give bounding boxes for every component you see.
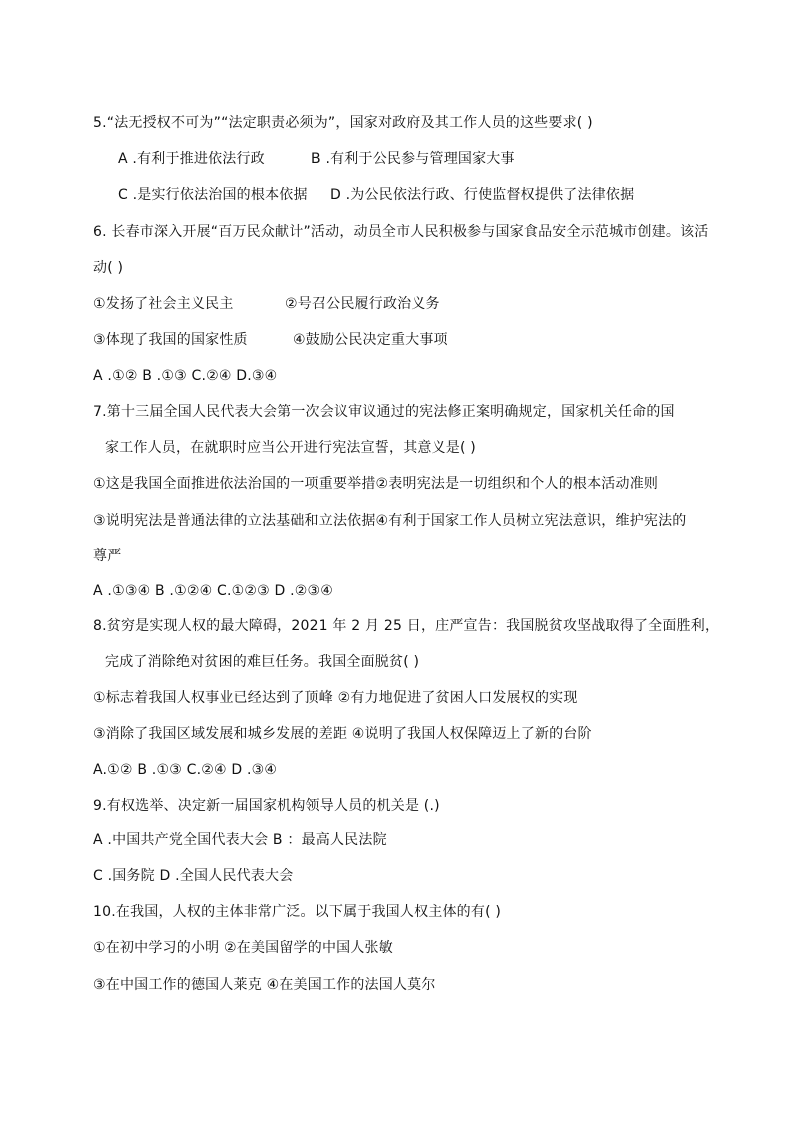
q6-item-4: ④鼓励公民决定重大事项 (293, 332, 448, 348)
q8-items-3-4: ③消除了我国区域发展和城乡发展的差距 ④说明了我国人权保障迈上了新的台阶 (93, 726, 592, 742)
q6-stem-line2: 动( ) (93, 260, 124, 276)
q9-stem: 9.有权选举、决定新一届国家机构领导人员的机关是 (.) (93, 798, 440, 814)
q8-stem-line2: 完成了消除绝对贫困的难巨任务。我国全面脱贫( ) (105, 654, 420, 670)
q8-options: A.①② B .①③ C.②④ D .③④ (93, 762, 278, 778)
q8-stem-line1: 8.贫穷是实现人权的最大障碍，2021 年 2 月 25 日，庄严宣告：我国脱贫攻坚战取得了全面胜利， (93, 618, 720, 634)
q7-options: A .①③④ B .①②④ C.①②③ D .②③④ (93, 583, 334, 599)
q10-items-3-4: ③在中国工作的德国人莱克 ④在美国工作的法国人莫尔 (93, 977, 436, 993)
q6-item-3: ③体现了我国的国家性质 (93, 332, 248, 348)
q5-option-b: B .有利于公民参与管理国家大事 (311, 151, 515, 167)
q6-item-1: ①发扬了社会主义民主 (93, 296, 234, 312)
q7-items-1-2: ①这是我国全面推进依法治国的一项重要举措②表明宪法是一切组织和个人的根本活动准则 (93, 476, 659, 492)
q5-option-a: A .有利于推进依法行政 (118, 151, 265, 167)
q9-options-a-b: A .中国共产党全国代表大会 B ：最高人民法院 (93, 832, 387, 848)
q5-stem: 5.“法无授权不可为”“法定职责必须为”，国家对政府及其工作人员的这些要求( ) (93, 115, 593, 131)
q9-options-c-d: C .国务院 D .全国人民代表大会 (93, 868, 294, 884)
q7-items-3-4-line1: ③说明宪法是普通法律的立法基础和立法依据④有利于国家工作人员树立宪法意识，维护宪法的 (93, 513, 687, 529)
q6-options: A .①② B .①③ C.②④ D.③④ (93, 368, 278, 384)
q7-items-3-4-line2: 尊严 (93, 548, 122, 564)
q10-stem: 10.在我国，人权的主体非常广泛。以下属于我国人权主体的有( ) (93, 904, 502, 920)
q6-item-2: ②号召公民履行政治义务 (285, 296, 440, 312)
q5-option-d: D .为公民依法行政、行使监督权提供了法律依据 (330, 187, 635, 203)
q7-stem-line2: 家工作人员，在就职时应当公开进行宪法宣誓，其意义是( ) (105, 440, 476, 456)
q10-items-1-2: ①在初中学习的小明 ②在美国留学的中国人张敏 (93, 940, 393, 956)
q5-option-c: C .是实行依法治国的根本依据 (118, 187, 308, 203)
q6-stem-line1: 6. 长春市深入开展“百万民众献计”活动，动员全市人民积极参与国家食品安全示范城市创建。该活 (93, 224, 709, 240)
q8-items-1-2: ①标志着我国人权事业已经达到了顶峰 ②有力地促进了贫困人口发展权的实现 (93, 690, 578, 706)
q7-stem-line1: 7.第十三届全国人民代表大会第一次会议审议通过的宪法修正案明确规定，国家机关任命的国 (93, 404, 675, 420)
